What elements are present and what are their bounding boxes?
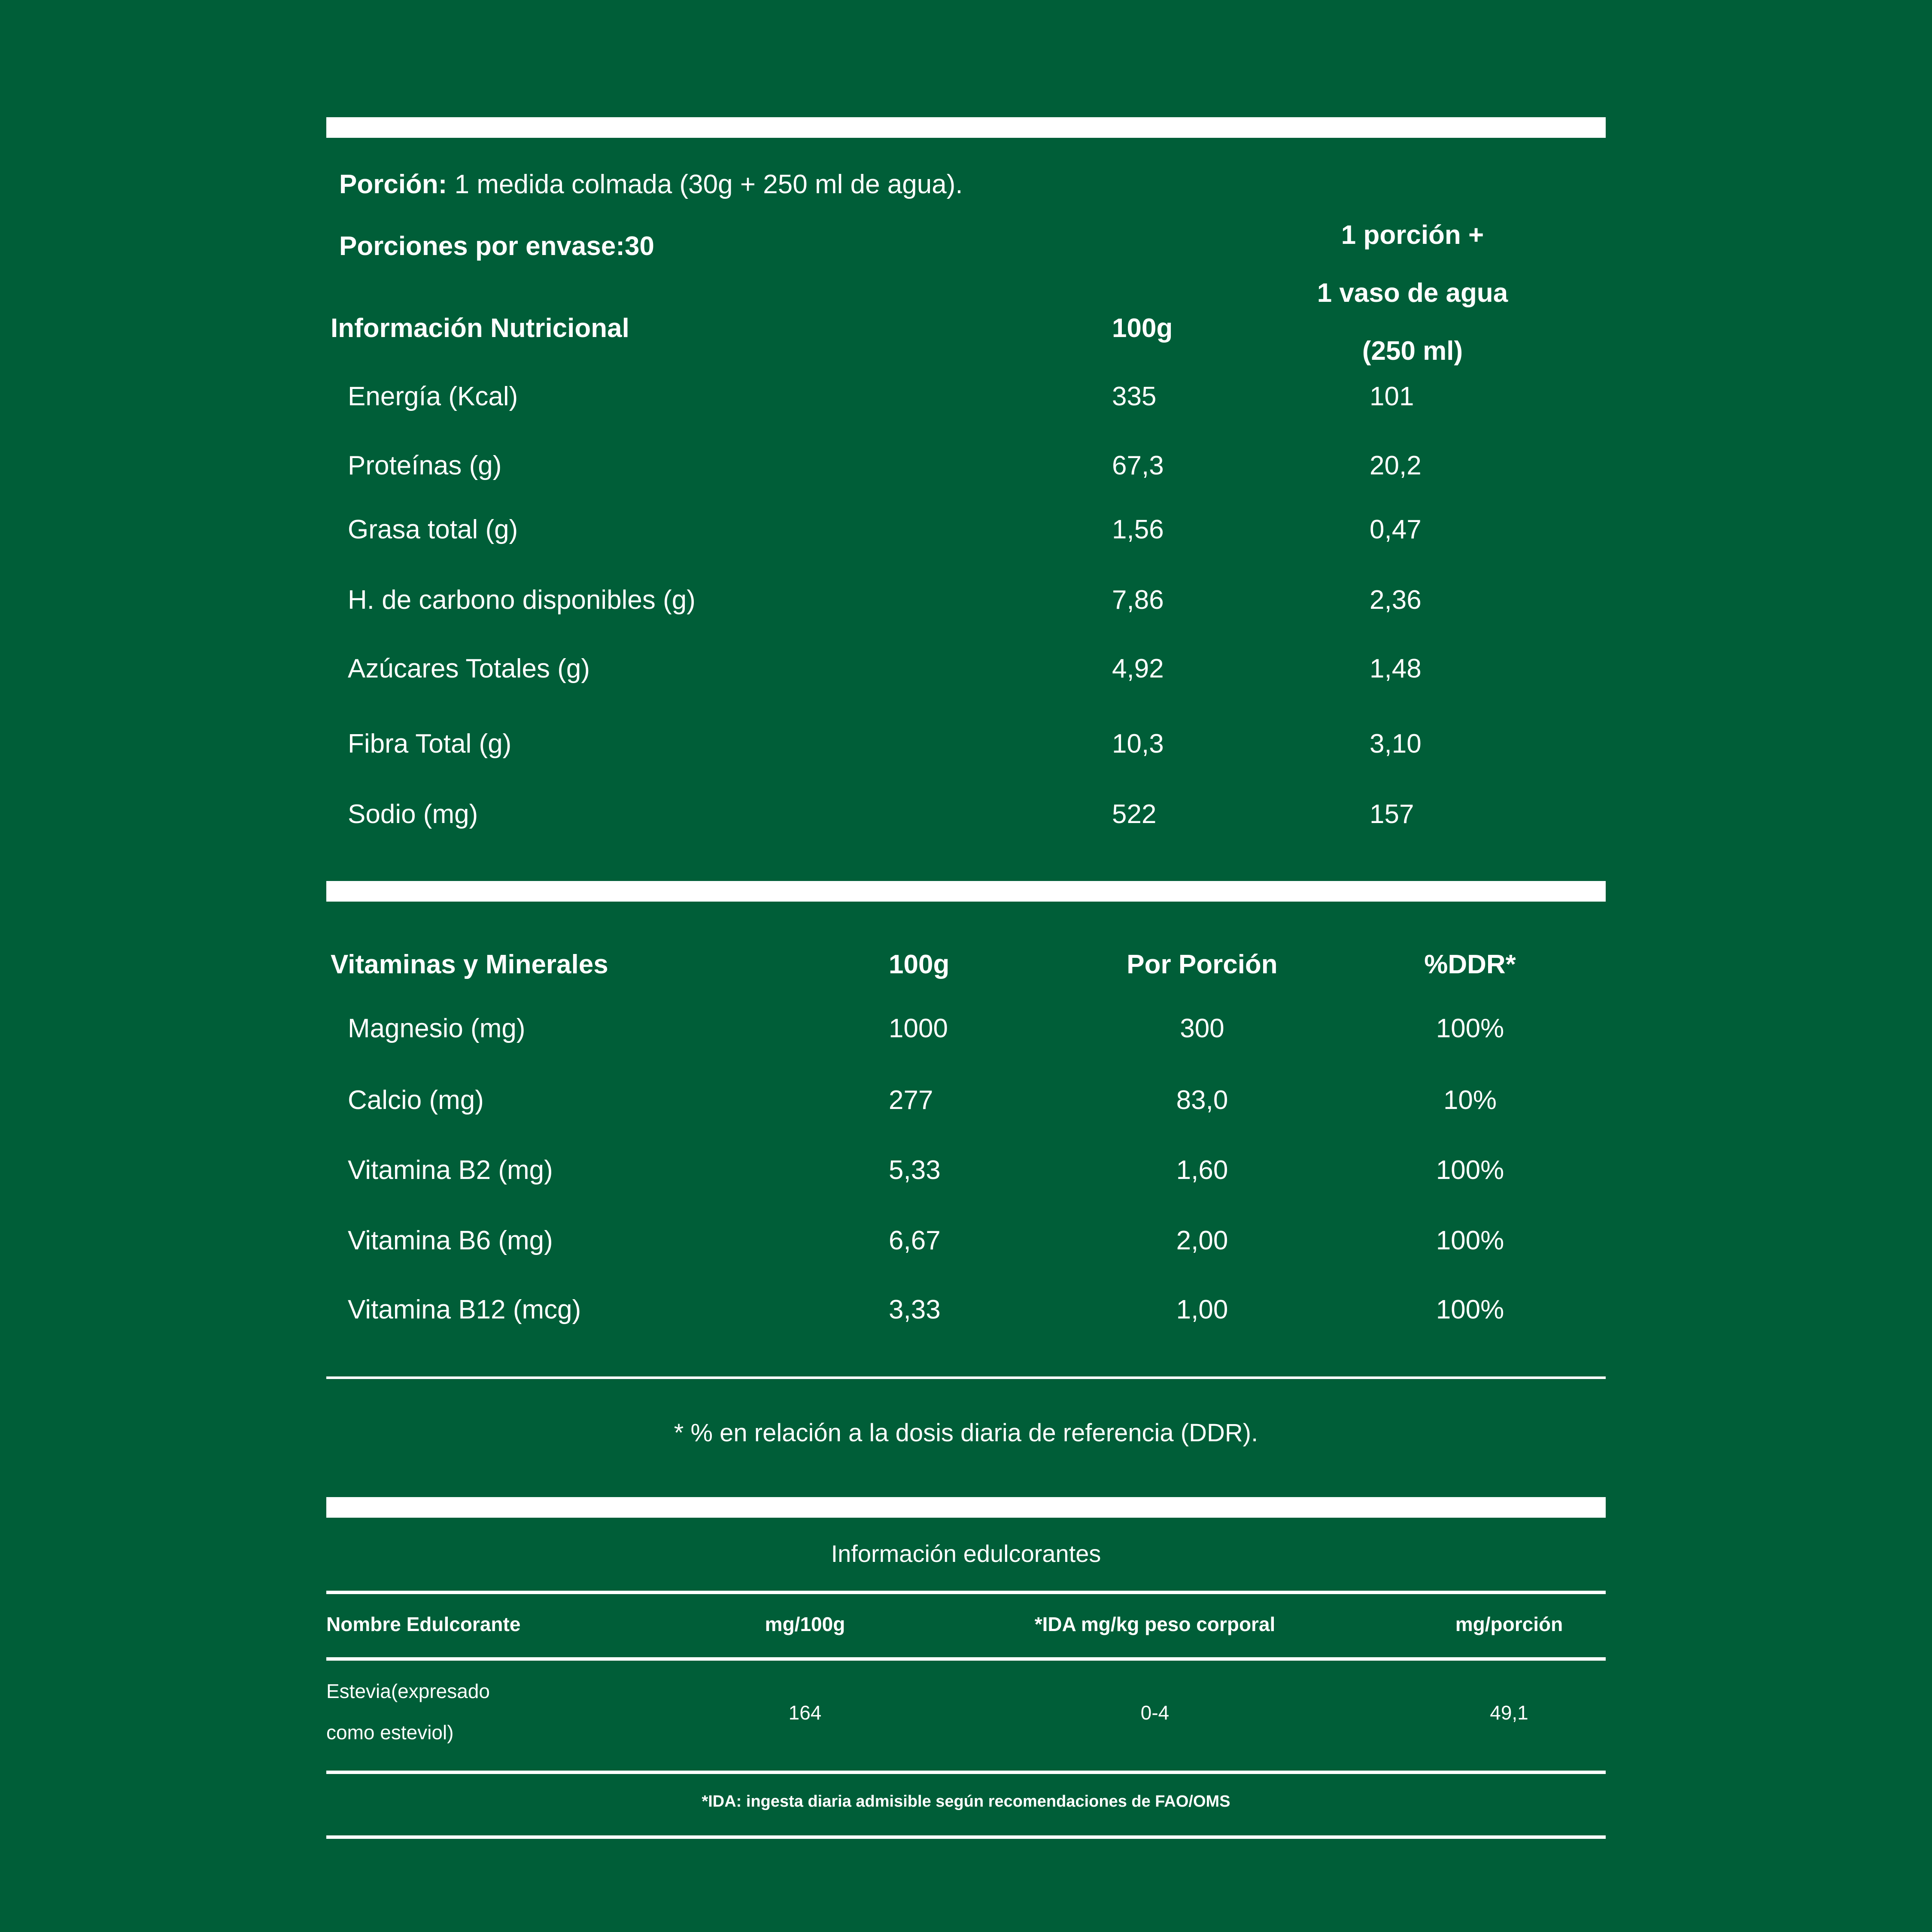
servings-per-container-text xyxy=(339,212,654,281)
table-row xyxy=(326,635,1606,703)
servings-per-container-value: 30 xyxy=(625,231,654,261)
table-row xyxy=(326,362,1606,431)
row-label: Calcio (mg) xyxy=(348,1085,484,1115)
row-ddr-value: 100% xyxy=(1436,1014,1504,1043)
row-100g-value: 6,67 xyxy=(889,1226,941,1255)
row-portion-value: 1,60 xyxy=(1176,1155,1228,1185)
table-row xyxy=(326,431,1606,500)
sweeteners-header-ida: *IDA mg/kg peso corporal xyxy=(1034,1613,1276,1635)
sweetener-mg100g-value: 164 xyxy=(788,1701,822,1724)
row-100g-value: 67,3 xyxy=(1112,451,1164,480)
row-ddr-value: 100% xyxy=(1436,1226,1504,1255)
row-portion-value: 2,36 xyxy=(1370,585,1422,615)
portion-header-line-2: 1 vaso de agua xyxy=(1317,278,1508,308)
table-row xyxy=(326,994,1606,1063)
vitamins-header-ddr: %DDR* xyxy=(1424,950,1516,979)
row-portion-value: 3,10 xyxy=(1370,729,1422,759)
sweeteners-header-mg100g: mg/100g xyxy=(765,1613,845,1635)
row-portion-value: 0,47 xyxy=(1370,515,1422,544)
vitamins-header-100g: 100g xyxy=(889,950,950,979)
servings-per-container-label: Porciones por envase: xyxy=(339,231,625,261)
sweeteners-header-row xyxy=(326,1594,1606,1654)
serving-size-text xyxy=(339,150,963,219)
ddr-footnote-divider xyxy=(326,1376,1606,1379)
row-100g-value: 5,33 xyxy=(889,1155,941,1185)
portion-header-line-1: 1 porción + xyxy=(1341,220,1484,250)
bottom-divider-bar xyxy=(326,1497,1606,1518)
sweeteners-title: Información edulcorantes xyxy=(831,1540,1101,1567)
nutrition-header-100g: 100g xyxy=(1112,313,1173,343)
sweetener-values-row xyxy=(326,1678,1606,1747)
portion-header-line-3: (250 ml) xyxy=(1362,336,1463,366)
row-label: Azúcares Totales (g) xyxy=(348,654,590,683)
nutrition-header-title: Información Nutricional xyxy=(331,313,629,343)
row-label: Vitamina B12 (mcg) xyxy=(348,1295,581,1324)
ddr-footnote: * % en relación a la dosis diaria de referencia (DDR). xyxy=(674,1419,1258,1447)
sweeteners-header-mgportion: mg/porción xyxy=(1455,1613,1563,1635)
row-label: Proteínas (g) xyxy=(348,451,502,480)
table-row xyxy=(326,1066,1606,1135)
row-ddr-value: 10% xyxy=(1443,1085,1497,1115)
row-100g-value: 3,33 xyxy=(889,1295,941,1324)
vitamins-header-portion: Por Porción xyxy=(1127,950,1278,979)
row-100g-value: 7,86 xyxy=(1112,585,1164,615)
table-row xyxy=(326,495,1606,564)
nutrition-header-portion-block xyxy=(1262,206,1563,380)
row-label: Vitamina B2 (mg) xyxy=(348,1155,553,1185)
sweetener-name-line-1: Estevia(expresado xyxy=(326,1680,490,1702)
row-100g-value: 1,56 xyxy=(1112,515,1164,544)
row-label: Grasa total (g) xyxy=(348,515,518,544)
table-row xyxy=(326,780,1606,849)
row-portion-value: 20,2 xyxy=(1370,451,1422,480)
ida-footnote: *IDA: ingesta diaria admisible según recomendaciones de FAO/OMS xyxy=(702,1792,1230,1810)
row-portion-value: 300 xyxy=(1180,1014,1224,1043)
row-label: Vitamina B6 (mg) xyxy=(348,1226,553,1255)
sweeteners-header-name: Nombre Edulcorante xyxy=(326,1613,521,1635)
sweetener-ida-value: 0-4 xyxy=(1140,1701,1170,1724)
sweetener-mgportion-value: 49,1 xyxy=(1490,1701,1528,1724)
sweetener-name-line-2: como esteviol) xyxy=(326,1721,454,1744)
row-label: Magnesio (mg) xyxy=(348,1014,526,1043)
middle-divider-bar xyxy=(326,881,1606,902)
row-label: Sodio (mg) xyxy=(348,799,478,829)
serving-size-value: 1 medida colmada (30g + 250 ml de agua). xyxy=(447,170,963,199)
vitamins-header-title: Vitaminas y Minerales xyxy=(331,950,608,979)
row-portion-value: 157 xyxy=(1370,799,1414,829)
table-row xyxy=(326,1206,1606,1275)
sweeteners-divider-1 xyxy=(326,1591,1606,1594)
row-portion-value: 101 xyxy=(1370,382,1414,411)
row-portion-value: 2,00 xyxy=(1176,1226,1228,1255)
row-label: H. de carbono disponibles (g) xyxy=(348,585,696,615)
row-ddr-value: 100% xyxy=(1436,1155,1504,1185)
row-100g-value: 1000 xyxy=(889,1014,948,1043)
table-row xyxy=(326,1136,1606,1205)
sweeteners-divider-3 xyxy=(326,1771,1606,1774)
row-100g-value: 522 xyxy=(1112,799,1157,829)
vitamins-header-row xyxy=(326,930,1606,999)
table-row xyxy=(326,566,1606,635)
row-portion-value: 1,48 xyxy=(1370,654,1422,683)
row-100g-value: 10,3 xyxy=(1112,729,1164,759)
row-portion-value: 1,00 xyxy=(1176,1295,1228,1324)
row-label: Fibra Total (g) xyxy=(348,729,512,759)
row-100g-value: 277 xyxy=(889,1085,933,1115)
sweeteners-divider-2 xyxy=(326,1657,1606,1661)
sweeteners-divider-4 xyxy=(326,1835,1606,1839)
row-100g-value: 335 xyxy=(1112,382,1157,411)
row-ddr-value: 100% xyxy=(1436,1295,1504,1324)
top-divider-bar xyxy=(326,117,1606,138)
table-row xyxy=(326,1276,1606,1344)
row-label: Energía (Kcal) xyxy=(348,382,518,411)
table-row xyxy=(326,710,1606,778)
serving-size-label: Porción: xyxy=(339,170,447,199)
nutrition-label xyxy=(326,0,1606,1932)
row-portion-value: 83,0 xyxy=(1176,1085,1228,1115)
row-100g-value: 4,92 xyxy=(1112,654,1164,683)
